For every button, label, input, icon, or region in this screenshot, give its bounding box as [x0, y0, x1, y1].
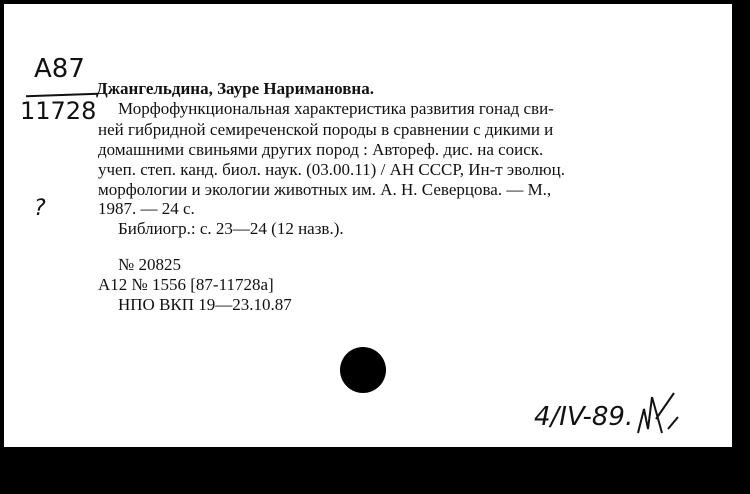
description-line-3: домашними свиньями других пород : Автореф. дис. на соиск.: [98, 140, 544, 159]
description-line-1: Морфофункциональная характеристика развития гонад сви-: [118, 99, 554, 118]
call-number-bottom: 11728: [20, 97, 97, 125]
handwritten-date: 4/IV-89.: [534, 402, 634, 432]
card-punch-hole: [340, 347, 386, 393]
handwritten-signature: [634, 389, 682, 439]
description-line-5: морфологии и экологии животных им. А. Н. Северцова. — М.,: [98, 180, 552, 199]
description-line-4: учеп. степ. канд. биол. наук. (03.00.11) / АН СССР, Ин-т эволюц.: [98, 160, 565, 179]
registry-number: A12 № 1556 [87-11728a]: [98, 275, 274, 294]
author-name: Джангельдина, Зауре Наримановна.: [96, 79, 374, 98]
call-number-top: A87: [34, 54, 85, 84]
bibliography-note: Библиогр.: с. 23—24 (12 назв.).: [118, 219, 344, 238]
description-line-6: 1987. — 24 с.: [98, 199, 195, 218]
side-handwritten-mark: ?: [34, 196, 46, 221]
description-line-2: ней гибридной семиреченской породы в сравнении с дикими и: [98, 120, 554, 139]
npo-stamp: НПО ВКП 19—23.10.87: [118, 295, 292, 314]
accession-number: № 20825: [118, 255, 181, 274]
